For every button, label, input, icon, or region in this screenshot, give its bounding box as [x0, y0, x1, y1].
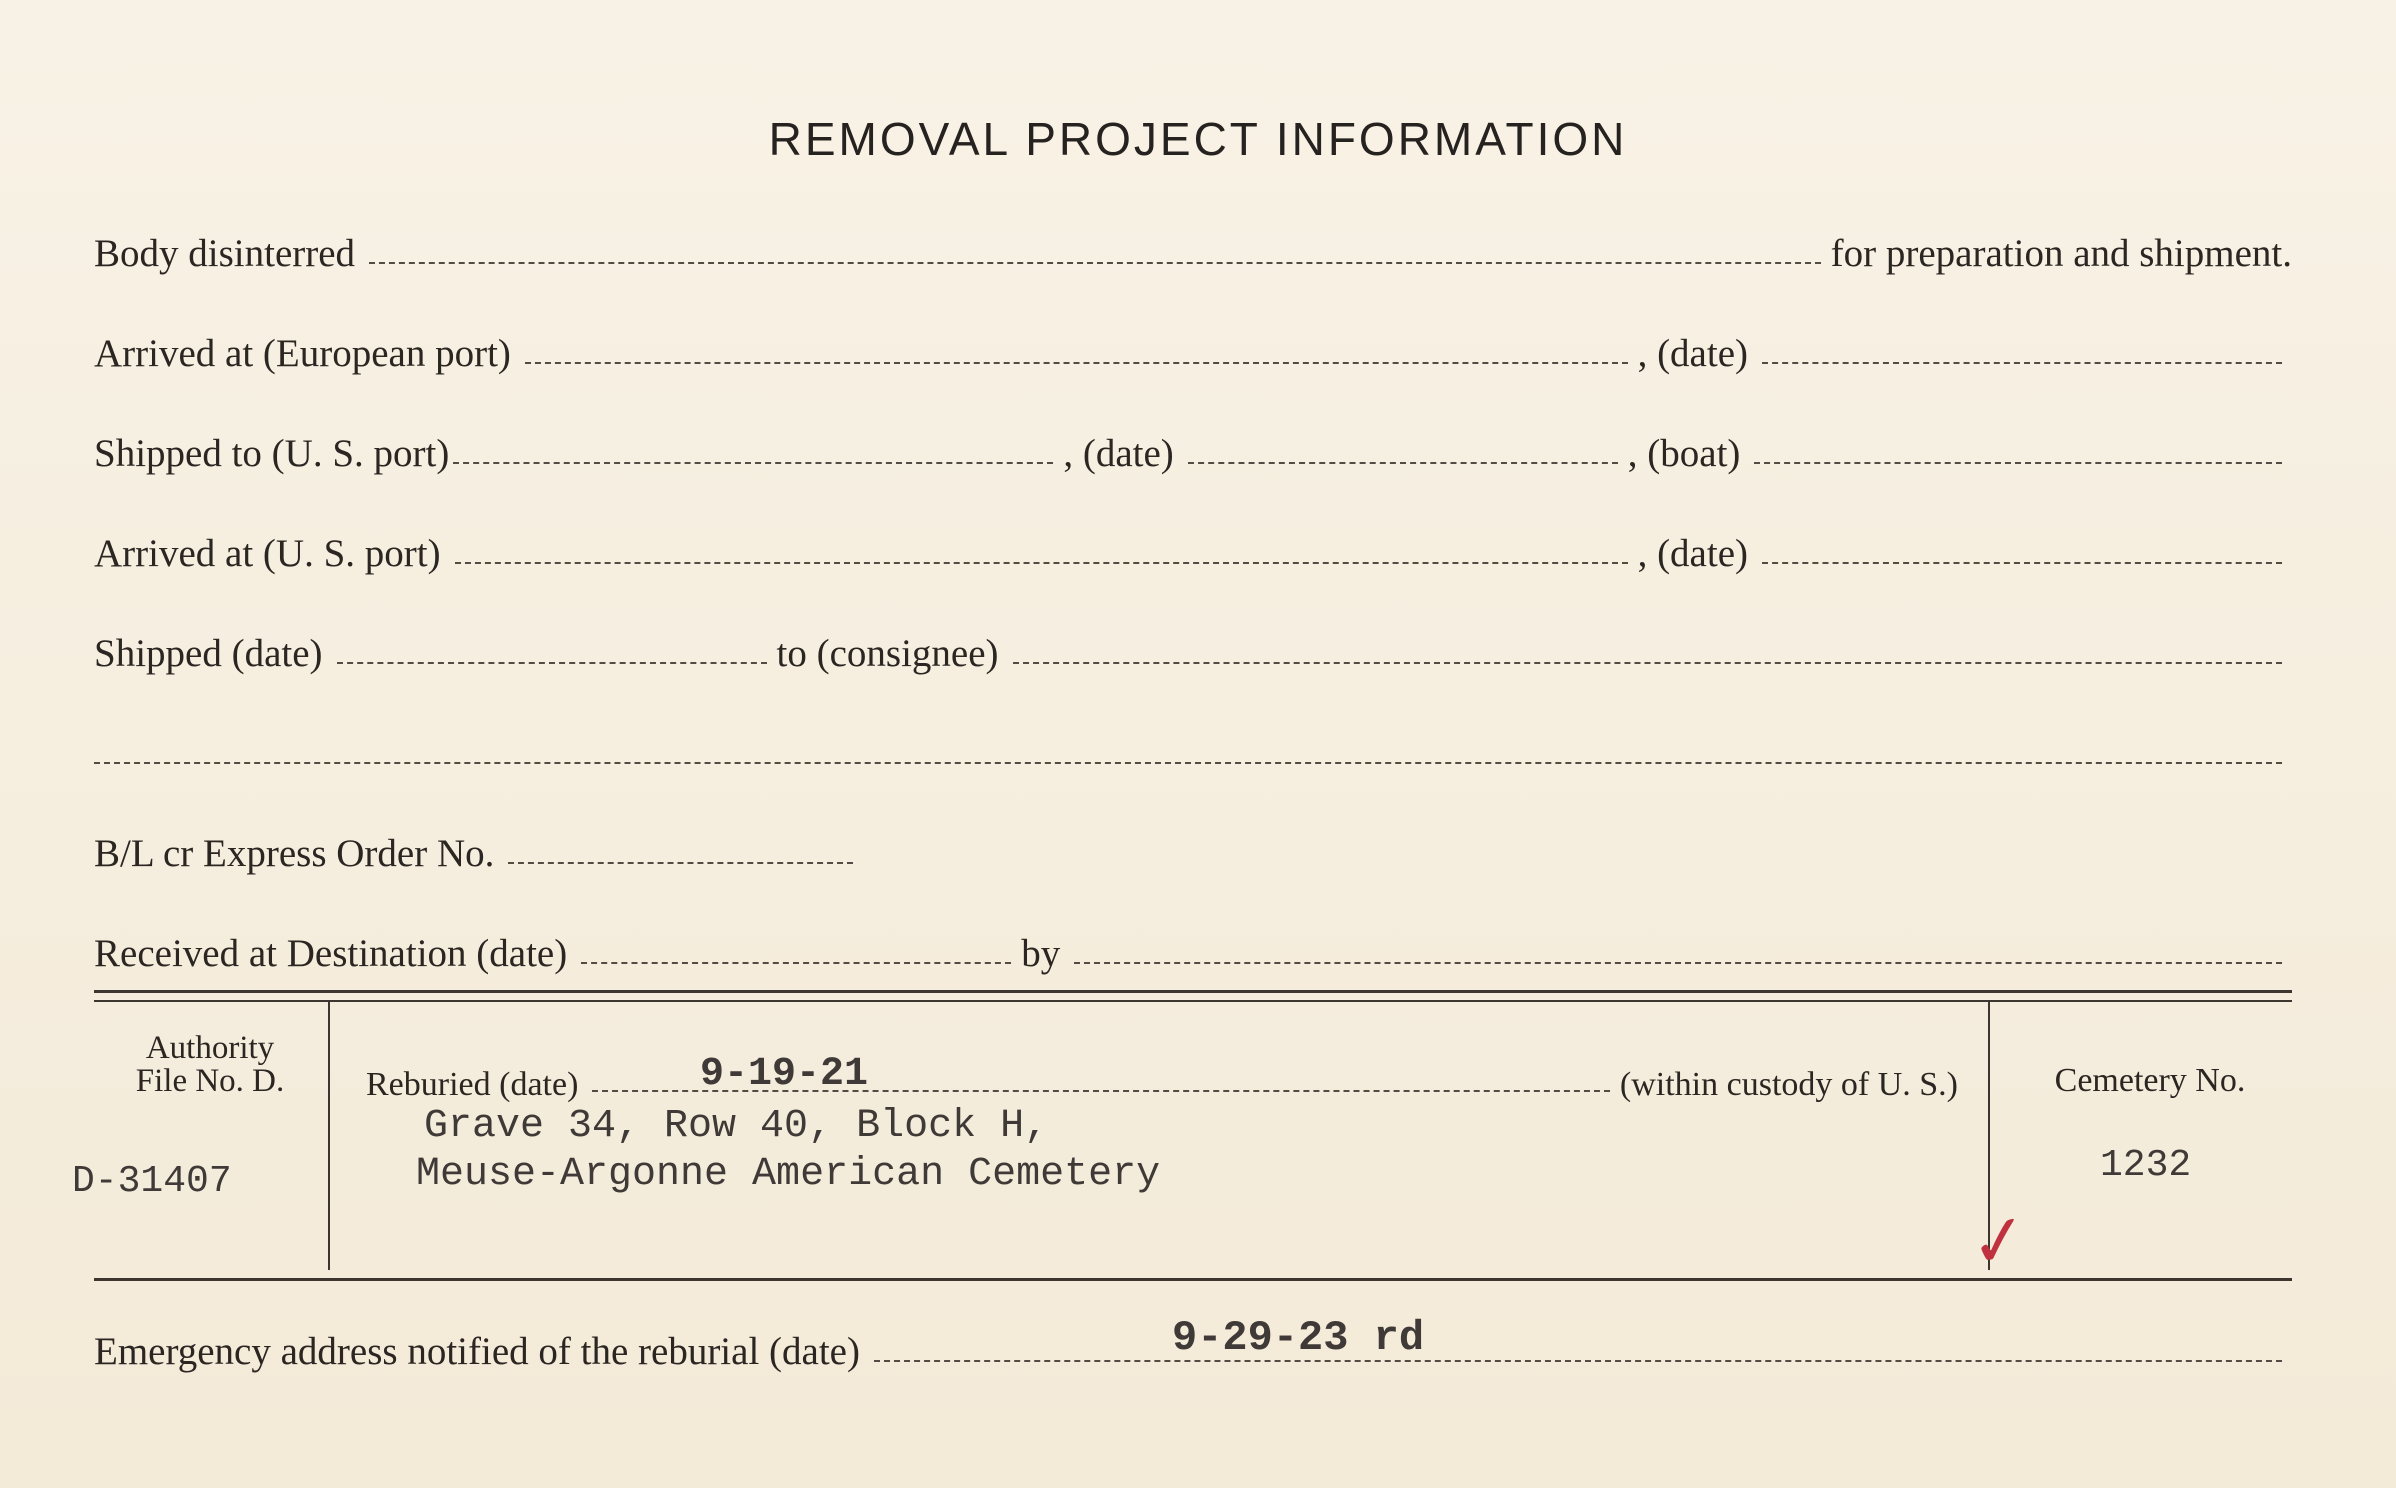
- reburial-location-line2: Meuse-Argonne American Cemetery: [416, 1152, 1161, 1197]
- label-body-disinterred: Body disinterred: [94, 232, 356, 275]
- field-emergency-date[interactable]: [874, 1359, 2282, 1362]
- label-to-consignee: to (consignee): [776, 632, 999, 675]
- red-check-mark-icon: ✓: [1964, 1196, 2035, 1286]
- reburial-location-line1: Grave 34, Row 40, Block H,: [424, 1104, 1049, 1149]
- label-for-preparation: for preparation and shipment.: [1830, 232, 2292, 275]
- field-us-port[interactable]: [453, 461, 1053, 464]
- row-body-disinterred: [94, 220, 2292, 280]
- cemetery-label: Cemetery No.: [2054, 1062, 2246, 1099]
- label-date: , (date): [1637, 332, 1748, 375]
- field-boat[interactable]: [1754, 461, 2282, 464]
- cemetery-number: 1232: [2100, 1144, 2192, 1187]
- label-shipped-date: Shipped (date): [94, 632, 323, 675]
- label-boat: , (boat): [1627, 432, 1741, 475]
- label-date-3: , (date): [1637, 532, 1748, 575]
- card-title: REMOVAL PROJECT INFORMATION: [768, 113, 1628, 165]
- box-bottom-rule: [94, 1278, 2292, 1281]
- label-date-2: , (date): [1063, 432, 1174, 475]
- label-arrived-european-port: Arrived at (European port): [94, 332, 511, 375]
- row-reburied: [366, 1048, 1958, 1108]
- field-received-date[interactable]: [581, 961, 1011, 964]
- row-arrived-us-port: [94, 520, 2292, 580]
- authority-label: [100, 1032, 320, 1098]
- label-within-custody: (within custody of U. S.): [1619, 1066, 1958, 1103]
- field-arrived-us-date[interactable]: [1762, 561, 2282, 564]
- field-bl-order[interactable]: [508, 861, 853, 864]
- row-shipped-date: [94, 620, 2292, 680]
- label-by: by: [1021, 932, 1061, 975]
- field-consignee-continued[interactable]: [94, 761, 2282, 764]
- authority-label-line2: File No. D.: [135, 1063, 285, 1099]
- emergency-date-value: 9-29-23 rd: [1172, 1314, 1425, 1362]
- field-body-disinterred[interactable]: [369, 261, 1821, 264]
- field-shipped-date[interactable]: [337, 661, 767, 664]
- row-bl-order: [94, 820, 2292, 880]
- label-arrived-us-port: Arrived at (U. S. port): [94, 532, 441, 575]
- label-bl-order: B/L cr Express Order No.: [94, 832, 495, 875]
- field-european-port[interactable]: [525, 361, 1628, 364]
- field-european-date[interactable]: [1762, 361, 2282, 364]
- label-received-destination: Received at Destination (date): [94, 932, 568, 975]
- field-ship-date[interactable]: [1188, 461, 1618, 464]
- row-shipped-to-us-port: [94, 420, 2292, 480]
- label-reburied: Reburied (date): [366, 1066, 579, 1103]
- field-received-by[interactable]: [1074, 961, 2282, 964]
- authority-file-number: D-31407: [72, 1160, 232, 1203]
- row-received-destination: [94, 920, 2292, 980]
- label-emergency-address: Emergency address notified of the reburial (date): [94, 1330, 860, 1373]
- field-consignee[interactable]: [1013, 661, 2282, 664]
- row-consignee-continued: [94, 720, 2292, 780]
- row-arrived-european-port: [94, 320, 2292, 380]
- authority-label-line1: Authority: [145, 1030, 275, 1066]
- box-divider-left: [328, 1002, 330, 1270]
- field-arrived-us-port[interactable]: [455, 561, 1628, 564]
- label-shipped-to-us-port: Shipped to (U. S. port): [94, 432, 450, 475]
- reburied-date-value: 9-19-21: [700, 1052, 869, 1097]
- box-top-rule: [94, 990, 2292, 1002]
